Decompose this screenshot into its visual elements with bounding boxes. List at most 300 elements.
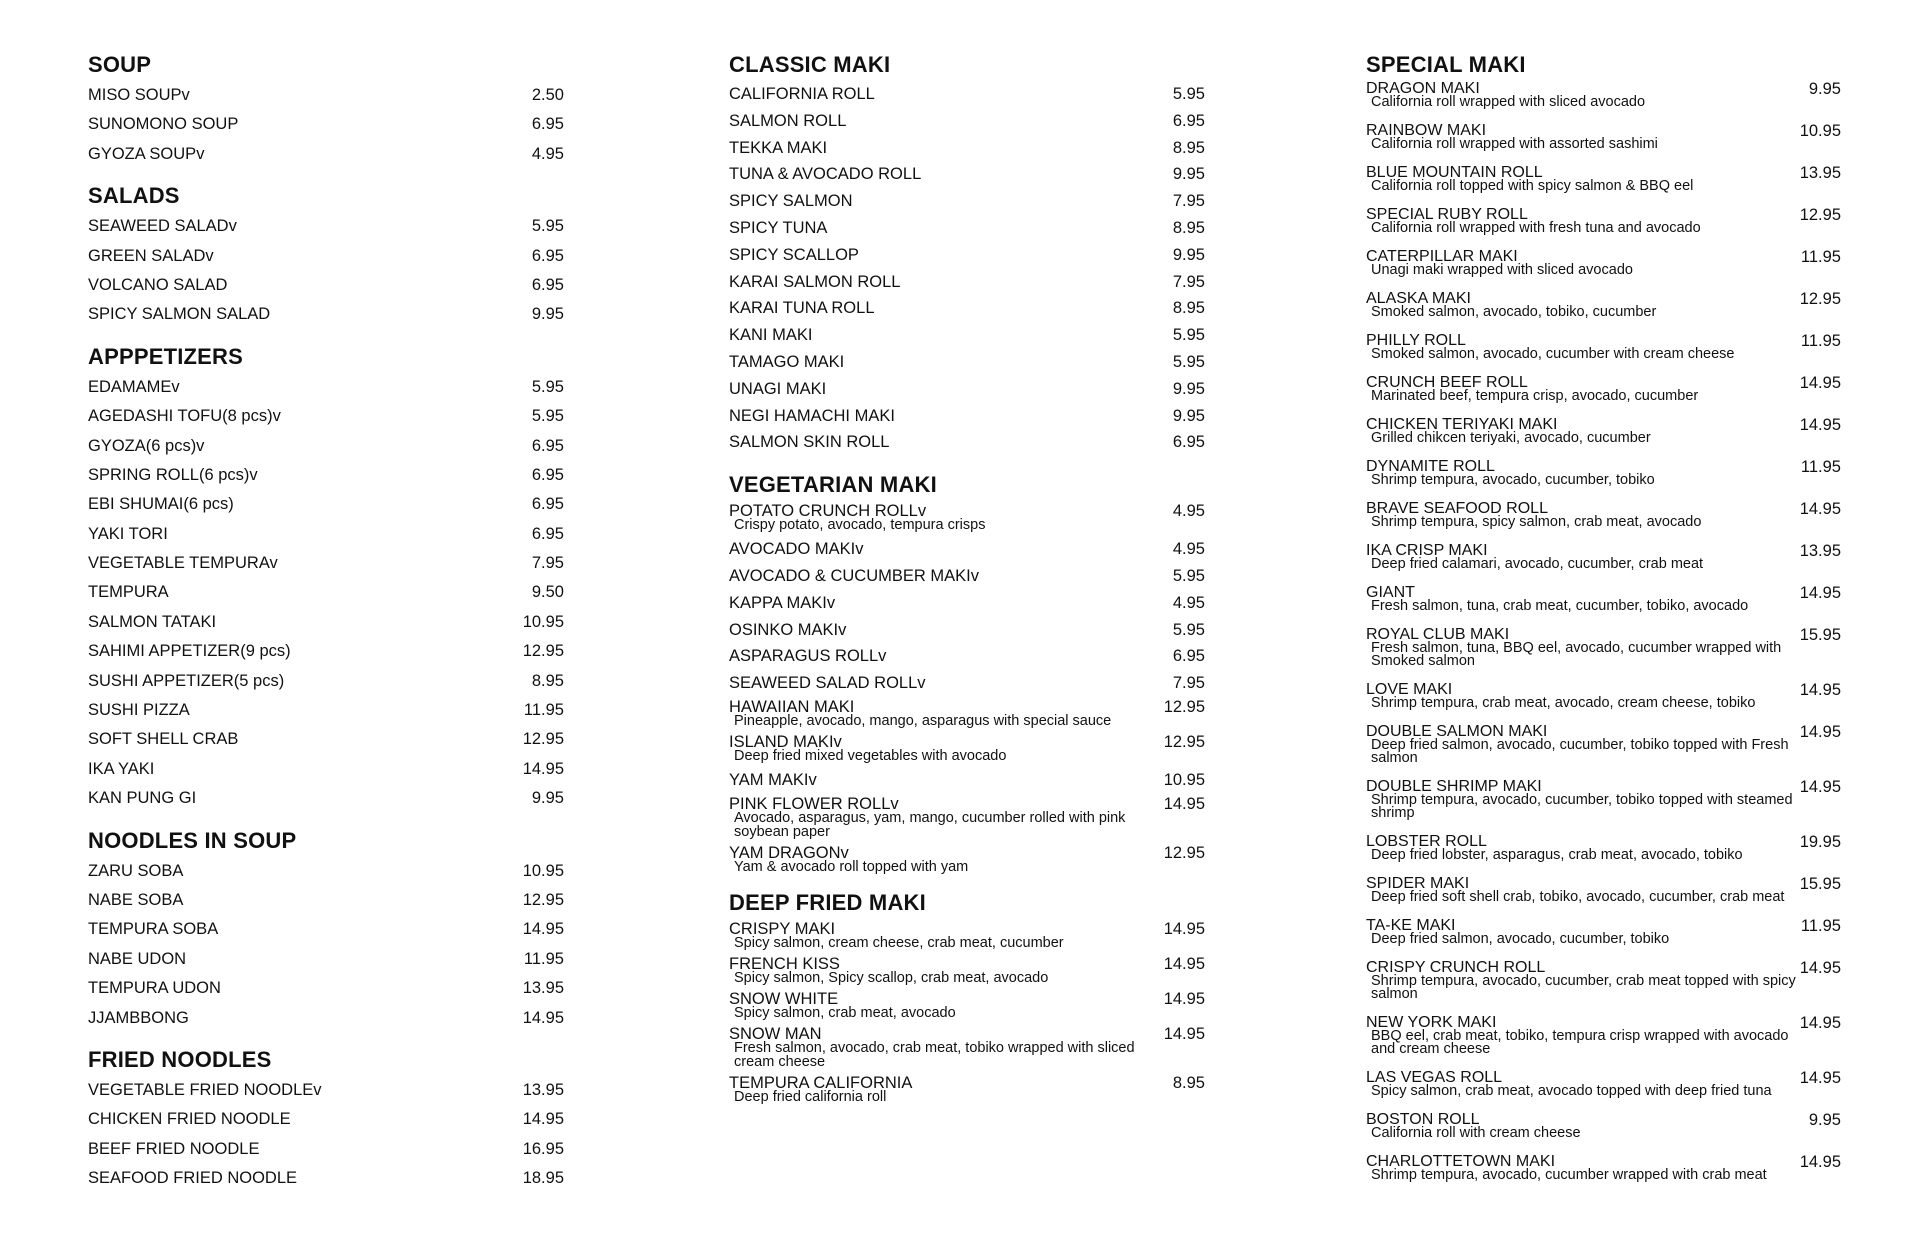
item-price: 9.95 <box>1172 406 1205 425</box>
item-name: TAMAGO MAKI <box>729 352 845 371</box>
menu-column-left <box>88 52 564 1208</box>
menu-item <box>729 269 1205 296</box>
item-price: 11.95 <box>1800 458 1841 476</box>
item-price: 9.95 <box>1172 165 1205 184</box>
menu-item <box>1366 332 1841 361</box>
item-price: 14.95 <box>1799 959 1841 977</box>
menu-item <box>88 300 564 329</box>
item-name: KAN PUNG GI <box>88 789 197 808</box>
item-price: 5.95 <box>1172 352 1205 371</box>
item-price: 6.95 <box>531 465 564 484</box>
item-price: 7.95 <box>531 554 564 573</box>
menu-section-apppetizers <box>88 344 564 814</box>
menu-item <box>729 322 1205 349</box>
menu-item <box>88 1004 564 1033</box>
item-name: ALASKA MAKI <box>1366 290 1471 307</box>
section-title: SPECIAL MAKI <box>1366 52 1526 77</box>
item-description: Shrimp tempura, avocado, cucumber, tobiko topped with steamed shrimp <box>1371 792 1793 821</box>
item-price: 19.95 <box>1799 833 1841 851</box>
menu-item <box>88 140 564 169</box>
section-title: SOUP <box>88 52 152 77</box>
menu-item <box>729 1073 1205 1104</box>
item-price: 5.95 <box>1172 85 1205 103</box>
item-price: 14.95 <box>1799 723 1841 741</box>
item-name: VEGETABLE TEMPURAv <box>88 554 278 573</box>
menu-item <box>1366 542 1841 571</box>
menu-item <box>88 696 564 725</box>
item-price: 6.95 <box>1172 433 1205 452</box>
item-price: 9.95 <box>1172 379 1205 398</box>
menu-item <box>88 945 564 974</box>
menu-item <box>729 670 1205 697</box>
item-price: 14.95 <box>1799 1153 1841 1171</box>
item-price: 4.95 <box>531 144 564 163</box>
section-title: VEGETARIAN MAKI <box>729 472 937 498</box>
item-name: DYNAMITE ROLL <box>1366 458 1495 475</box>
item-name: EBI SHUMAI(6 pcs) <box>88 495 234 514</box>
item-name: TEMPURA SOBA <box>88 920 219 939</box>
menu-section-noodles-in-soup <box>88 828 564 1033</box>
menu-item <box>729 643 1205 670</box>
menu-item <box>88 1105 564 1134</box>
item-price: 7.95 <box>1172 674 1205 693</box>
item-price: 4.95 <box>1172 593 1205 612</box>
menu-item <box>1366 290 1841 319</box>
menu-item <box>1366 164 1841 193</box>
item-name: BRAVE SEAFOOD ROLL <box>1366 500 1548 517</box>
menu-item <box>88 549 564 578</box>
item-price: 11.95 <box>1800 332 1841 350</box>
item-description: Shrimp tempura, crab meat, avocado, cream cheese, tobiko <box>1371 695 1756 711</box>
item-name: KAPPA MAKIv <box>729 593 836 612</box>
menu-item <box>729 403 1205 430</box>
item-price: 14.95 <box>1163 794 1205 813</box>
item-name: DRAGON MAKI <box>1366 80 1480 97</box>
item-name: TEKKA MAKI <box>729 138 828 157</box>
menu-item <box>1366 500 1841 529</box>
menu-item <box>88 212 564 241</box>
item-name: CALIFORNIA ROLL <box>729 85 875 103</box>
item-name: IKA CRISP MAKI <box>1366 542 1488 559</box>
menu-item <box>88 1164 564 1193</box>
item-price: 10.95 <box>1799 122 1841 140</box>
item-name: VOLCANO SALAD <box>88 275 228 294</box>
item-name: BEEF FRIED NOODLE <box>88 1139 260 1158</box>
item-price: 14.95 <box>1799 584 1841 602</box>
item-name: IKA YAKI <box>88 759 155 778</box>
menu-item <box>729 295 1205 322</box>
item-price: 12.95 <box>1799 290 1841 308</box>
item-description: Fresh salmon, tuna, BBQ eel, avocado, cucumber wrapped with Smoked salmon <box>1371 640 1782 669</box>
menu-item <box>88 725 564 754</box>
item-name: SALMON ROLL <box>729 111 847 130</box>
item-name: PHILLY ROLL <box>1366 332 1466 349</box>
item-price: 14.95 <box>522 920 564 939</box>
menu-item <box>1366 1153 1841 1182</box>
item-description: California roll wrapped with sliced avocado <box>1371 94 1646 110</box>
item-name: YAKI TORI <box>88 524 168 543</box>
item-price: 14.95 <box>1799 681 1841 699</box>
menu-item <box>88 1135 564 1164</box>
item-name: SEAWEED SALAD ROLLv <box>729 674 926 693</box>
item-description: California roll wrapped with assorted sashimi <box>1371 136 1658 152</box>
menu-item <box>88 974 564 1003</box>
menu-item <box>729 617 1205 644</box>
item-price: 14.95 <box>1799 778 1841 796</box>
item-name: DOUBLE SHRIMP MAKI <box>1366 778 1542 795</box>
item-description: Deep fried soft shell crab, tobiko, avocado, cucumber, crab meat <box>1371 889 1785 905</box>
item-description: Deep fried salmon, avocado, cucumber, tobiko topped with Fresh salmon <box>1371 737 1789 766</box>
menu-item <box>88 373 564 402</box>
item-name: VEGETABLE FRIED NOODLEv <box>88 1080 322 1099</box>
menu-item <box>729 563 1205 590</box>
item-name: ASPARAGUS ROLLv <box>729 647 887 666</box>
item-price: 14.95 <box>1799 1069 1841 1087</box>
item-name: BOSTON ROLL <box>1366 1111 1480 1128</box>
item-name: NABE UDON <box>88 949 187 968</box>
item-price: 13.95 <box>522 1080 564 1099</box>
section-title: FRIED NOODLES <box>88 1046 272 1072</box>
item-name: CRISPY MAKI <box>729 919 836 938</box>
item-price: 11.95 <box>523 701 564 720</box>
menu-item <box>729 81 1205 108</box>
item-description: Crispy potato, avocado, tempura crisps <box>734 517 986 534</box>
item-price: 6.95 <box>531 495 564 514</box>
menu-item <box>1366 959 1841 1001</box>
item-name: SAHIMI APPETIZER(9 pcs) <box>88 642 291 661</box>
item-name: CHICKEN FRIED NOODLE <box>88 1110 291 1129</box>
item-price: 12.95 <box>522 890 564 909</box>
menu-item <box>729 919 1205 950</box>
item-price: 8.95 <box>1172 218 1205 237</box>
item-description: Spicy salmon, crab meat, avocado topped with deep fried tuna <box>1371 1083 1772 1099</box>
item-price: 9.95 <box>1808 1111 1841 1129</box>
menu-item <box>1366 681 1841 710</box>
item-name: SPICY SCALLOP <box>729 245 859 264</box>
item-price: 7.95 <box>1172 192 1205 211</box>
menu-item <box>729 349 1205 376</box>
menu-item <box>729 135 1205 162</box>
item-price: 11.95 <box>523 949 564 968</box>
item-name: LOVE MAKI <box>1366 681 1453 698</box>
menu-item <box>1366 374 1841 403</box>
menu-item <box>729 188 1205 215</box>
section-title: CLASSIC MAKI <box>729 52 891 77</box>
item-name: UNAGI MAKI <box>729 379 827 398</box>
item-price: 12.95 <box>1163 697 1205 716</box>
item-name: CHICKEN TERIYAKI MAKI <box>1366 416 1558 433</box>
item-description: Deep fried california roll <box>734 1088 887 1105</box>
menu-item <box>1366 416 1841 445</box>
menu-item <box>729 732 1205 763</box>
item-price: 10.95 <box>522 612 564 631</box>
menu-item <box>729 843 1205 874</box>
item-price: 7.95 <box>1172 272 1205 291</box>
item-description: Shrimp tempura, spicy salmon, crab meat, avocado <box>1371 514 1702 530</box>
item-price: 6.95 <box>1172 111 1205 130</box>
item-name: PINK FLOWER ROLLv <box>729 794 899 813</box>
menu-section-fried-noodles <box>88 1047 564 1194</box>
menu-section-classic-maki <box>729 52 1205 456</box>
item-name: NEGI HAMACHI MAKI <box>729 406 895 425</box>
menu-column-middle <box>729 52 1205 1118</box>
item-description: Shrimp tempura, avocado, cucumber, tobiko <box>1371 472 1655 488</box>
item-description: Deep fried salmon, avocado, cucumber, tobiko <box>1371 931 1670 947</box>
item-price: 14.95 <box>1163 919 1205 938</box>
item-price: 5.95 <box>531 407 564 426</box>
section-title: DEEP FRIED MAKI <box>729 889 926 915</box>
menu-item <box>729 215 1205 242</box>
menu-item <box>729 697 1205 728</box>
menu-item <box>1366 206 1841 235</box>
menu-item <box>1366 778 1841 820</box>
item-description: Shrimp tempura, avocado, cucumber, crab meat topped with spicy salmon <box>1371 973 1796 1002</box>
menu-item <box>88 242 564 271</box>
item-name: SNOW WHITE <box>729 989 839 1008</box>
item-name: SOFT SHELL CRAB <box>88 730 239 749</box>
item-name: SPRING ROLL(6 pcs)v <box>88 465 258 484</box>
menu-item <box>88 755 564 784</box>
menu-item <box>729 536 1205 563</box>
item-price: 14.95 <box>1163 954 1205 973</box>
menu-item <box>88 667 564 696</box>
menu-item <box>88 520 564 549</box>
item-price: 5.95 <box>1172 566 1205 585</box>
item-name: EDAMAMEv <box>88 377 180 396</box>
item-price: 8.95 <box>1172 1073 1205 1092</box>
menu-item <box>1366 1111 1841 1140</box>
item-name: ROYAL CLUB MAKI <box>1366 626 1510 643</box>
item-description: Deep fried mixed vegetables with avocado <box>734 747 1007 764</box>
item-name: JJAMBBONG <box>88 1008 189 1027</box>
item-price: 6.95 <box>531 246 564 265</box>
item-name: YAM MAKIv <box>729 770 817 789</box>
item-price: 13.95 <box>1799 542 1841 560</box>
item-description: Fresh salmon, tuna, crab meat, cucumber, tobiko, avocado <box>1371 598 1749 614</box>
menu-section-deep-fried-maki <box>729 890 1205 1104</box>
item-description: Avocado, asparagus, yam, mango, cucumber rolled with pink soybean paper <box>734 809 1126 840</box>
item-name: KANI MAKI <box>729 326 813 345</box>
item-name: YAM DRAGONv <box>729 843 849 862</box>
item-description: Spicy salmon, Spicy scallop, crab meat, avocado <box>734 969 1049 986</box>
item-name: KARAI SALMON ROLL <box>729 272 901 291</box>
item-name: HAWAIIAN MAKI <box>729 697 855 716</box>
item-description: Fresh salmon, avocado, crab meat, tobiko wrapped with sliced cream cheese <box>734 1039 1135 1070</box>
item-name: SALMON SKIN ROLL <box>729 433 890 452</box>
item-name: TUNA & AVOCADO ROLL <box>729 165 922 184</box>
menu-item <box>1366 626 1841 668</box>
section-title: NOODLES IN SOUP <box>88 827 297 853</box>
menu-item <box>729 767 1205 794</box>
item-description: Deep fried lobster, asparagus, crab meat, avocado, tobiko <box>1371 847 1743 863</box>
item-description: Pineapple, avocado, mango, asparagus with special sauce <box>734 712 1112 729</box>
item-name: SPIDER MAKI <box>1366 875 1470 892</box>
item-description: Unagi maki wrapped with sliced avocado <box>1371 262 1633 278</box>
menu-item <box>1366 1014 1841 1056</box>
menu-item <box>1366 80 1841 109</box>
menu-section-soup <box>88 52 564 169</box>
item-price: 15.95 <box>1799 626 1841 644</box>
item-price: 5.95 <box>531 377 564 396</box>
menu-item <box>88 886 564 915</box>
item-name: LOBSTER ROLL <box>1366 833 1487 850</box>
item-description: California roll topped with spicy salmon & BBQ eel <box>1371 178 1694 194</box>
menu-item <box>729 108 1205 135</box>
item-price: 4.95 <box>1172 502 1205 521</box>
item-price: 11.95 <box>1800 917 1841 935</box>
item-description: Smoked salmon, avocado, cucumber with cream cheese <box>1371 346 1735 362</box>
menu-item <box>1366 875 1841 904</box>
item-price: 16.95 <box>522 1139 564 1158</box>
menu-section-vegetarian-maki <box>729 472 1205 874</box>
item-description: Grilled chikcen teriyaki, avocado, cucumber <box>1371 430 1651 446</box>
item-name: SPICY SALMON SALAD <box>88 305 271 324</box>
item-name: AVOCADO MAKIv <box>729 540 864 559</box>
menu-item <box>729 376 1205 403</box>
menu-item <box>729 590 1205 617</box>
menu-item <box>729 161 1205 188</box>
menu-section-salads <box>88 183 564 330</box>
item-price: 13.95 <box>1799 164 1841 182</box>
item-price: 8.95 <box>531 671 564 690</box>
item-name: SUSHI APPETIZER(5 pcs) <box>88 671 285 690</box>
item-price: 14.95 <box>522 1110 564 1129</box>
item-name: KARAI TUNA ROLL <box>729 299 875 318</box>
item-name: SUNOMONO SOUP <box>88 115 239 134</box>
menu-item <box>729 954 1205 985</box>
menu-column-right <box>1366 52 1841 1196</box>
item-price: 14.95 <box>1799 416 1841 434</box>
item-price: 12.95 <box>522 730 564 749</box>
item-price: 9.95 <box>531 789 564 808</box>
item-name: SUSHI PIZZA <box>88 701 190 720</box>
item-name: POTATO CRUNCH ROLLv <box>729 502 927 521</box>
item-name: RAINBOW MAKI <box>1366 122 1487 139</box>
menu-item <box>88 915 564 944</box>
item-price: 14.95 <box>1799 500 1841 518</box>
menu-item <box>1366 917 1841 946</box>
item-name: LAS VEGAS ROLL <box>1366 1069 1503 1086</box>
item-name: GYOZA SOUPv <box>88 144 205 163</box>
item-price: 12.95 <box>1163 843 1205 862</box>
item-price: 12.95 <box>1799 206 1841 224</box>
item-price: 18.95 <box>522 1169 564 1188</box>
menu-item <box>729 989 1205 1020</box>
menu-item <box>729 429 1205 456</box>
item-price: 9.95 <box>1808 80 1841 98</box>
item-description: Spicy salmon, crab meat, avocado <box>734 1004 956 1021</box>
menu-item <box>729 242 1205 269</box>
menu-item <box>88 578 564 607</box>
item-price: 5.95 <box>1172 326 1205 345</box>
item-description: Deep fried calamari, avocado, cucumber, crab meat <box>1371 556 1704 572</box>
item-price: 4.95 <box>1172 540 1205 559</box>
item-price: 6.95 <box>1172 647 1205 666</box>
menu-item <box>729 794 1205 839</box>
item-price: 14.95 <box>522 1008 564 1027</box>
item-price: 10.95 <box>1163 770 1205 789</box>
menu-item <box>1366 723 1841 765</box>
menu-item <box>729 1024 1205 1069</box>
item-price: 9.50 <box>531 583 564 602</box>
menu-item <box>1366 122 1841 151</box>
item-name: OSINKO MAKIv <box>729 620 847 639</box>
item-name: BLUE MOUNTAIN ROLL <box>1366 164 1543 181</box>
item-price: 12.95 <box>1163 732 1205 751</box>
item-name: SPICY TUNA <box>729 218 828 237</box>
item-price: 6.95 <box>531 436 564 455</box>
item-price: 14.95 <box>1163 989 1205 1008</box>
menu-item <box>729 501 1205 532</box>
menu-item <box>1366 1069 1841 1098</box>
menu-item <box>1366 458 1841 487</box>
item-name: SNOW MAN <box>729 1024 822 1043</box>
menu-item <box>88 461 564 490</box>
section-title: SALADS <box>88 183 180 209</box>
item-name: NEW YORK MAKI <box>1366 1014 1497 1031</box>
item-name: TEMPURA UDON <box>88 979 221 998</box>
menu-item <box>88 857 564 886</box>
menu-section-special-maki <box>1366 52 1841 1182</box>
menu-item <box>88 402 564 431</box>
item-price: 6.95 <box>531 524 564 543</box>
item-price: 9.95 <box>531 305 564 324</box>
item-name: AGEDASHI TOFU(8 pcs)v <box>88 407 281 426</box>
item-price: 13.95 <box>522 979 564 998</box>
item-price: 5.95 <box>531 217 564 236</box>
item-price: 6.95 <box>531 115 564 134</box>
item-name: CATERPILLAR MAKI <box>1366 248 1518 265</box>
item-name: GYOZA(6 pcs)v <box>88 436 205 455</box>
item-description: Smoked salmon, avocado, tobiko, cucumber <box>1371 304 1657 320</box>
menu-item <box>1366 833 1841 862</box>
item-name: GIANT <box>1366 584 1415 601</box>
item-name: AVOCADO & CUCUMBER MAKIv <box>729 566 979 585</box>
item-description: Marinated beef, tempura crisp, avocado, cucumber <box>1371 388 1699 404</box>
item-price: 14.95 <box>1163 1024 1205 1043</box>
item-name: FRENCH KISS <box>729 954 840 973</box>
item-price: 9.95 <box>1172 245 1205 264</box>
menu-item <box>88 784 564 813</box>
item-price: 12.95 <box>522 642 564 661</box>
item-price: 14.95 <box>1799 1014 1841 1032</box>
menu-item <box>88 271 564 300</box>
menu-item <box>88 81 564 110</box>
item-name: SALMON TATAKI <box>88 612 217 631</box>
item-price: 14.95 <box>1799 374 1841 392</box>
item-price: 2.50 <box>531 86 564 104</box>
item-description: California roll with cream cheese <box>1371 1125 1581 1141</box>
menu-item <box>88 608 564 637</box>
menu-item <box>1366 584 1841 613</box>
item-price: 14.95 <box>522 759 564 778</box>
menu-item <box>88 637 564 666</box>
item-name: SEAWEED SALADv <box>88 217 237 236</box>
item-name: TA-KE MAKI <box>1366 917 1456 934</box>
item-name: CRUNCH BEEF ROLL <box>1366 374 1528 391</box>
item-name: SPICY SALMON <box>729 192 853 211</box>
item-name: NABE SOBA <box>88 890 184 909</box>
item-name: DOUBLE SALMON MAKI <box>1366 723 1548 740</box>
item-description: BBQ eel, crab meat, tobiko, tempura crisp wrapped with avocado and cream cheese <box>1371 1028 1789 1057</box>
item-name: GREEN SALADv <box>88 246 214 265</box>
item-name: ISLAND MAKIv <box>729 732 842 751</box>
menu-item <box>88 110 564 139</box>
menu-item <box>1366 248 1841 277</box>
item-description: Shrimp tempura, avocado, cucumber wrapped with crab meat <box>1371 1167 1767 1183</box>
item-name: CHARLOTTETOWN MAKI <box>1366 1153 1556 1170</box>
item-price: 6.95 <box>531 275 564 294</box>
